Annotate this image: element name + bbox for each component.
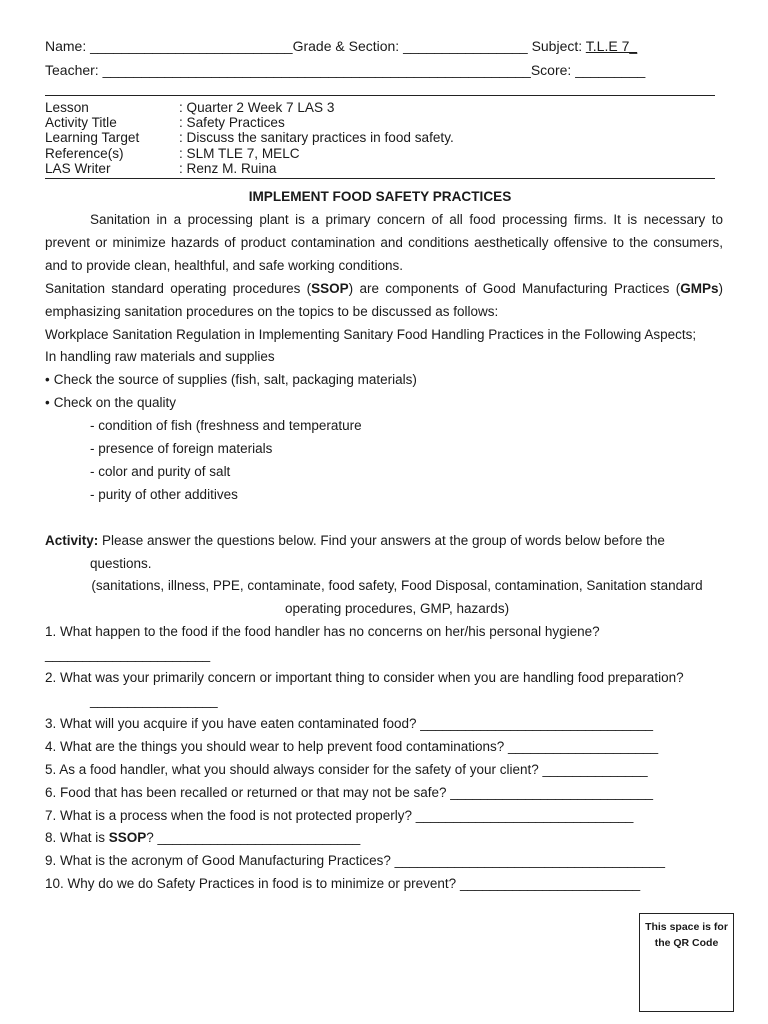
word-bank: (sanitations, illness, PPE, contaminate, food safety, Food Disposal, contamination, Sanitation standard operating procedures, GMP, hazards) <box>91 578 703 617</box>
grade-label: Grade & Section: <box>292 38 400 54</box>
lesson-value: : Safety Practices <box>179 115 285 131</box>
score-label: Score: <box>530 62 572 78</box>
name-blank[interactable]: __________________________ <box>90 38 293 54</box>
gmps-bold: GMPs <box>680 280 719 296</box>
score-blank[interactable]: _________ <box>575 62 646 78</box>
sub-item: - condition of fish (freshness and temperature <box>90 418 362 434</box>
question-8-text: 8. What is <box>45 830 109 846</box>
intro-paragraph: Sanitation in a processing plant is a primary concern of all food processing firms. It is necessary to prevent or minimize hazards of product contamination and conditions aesthetically offensive to the consumers, and to provide clean, healthful, and safe working conditions. <box>45 212 723 273</box>
lesson-key: LAS Writer <box>45 160 111 176</box>
spacer <box>45 507 723 530</box>
ssop-bold: SSOP <box>311 280 349 296</box>
name-label: Name: <box>45 38 87 54</box>
lesson-key: Reference(s) <box>45 145 124 161</box>
ssop-text: ) are components of Good Manufacturing Practices ( <box>348 280 681 296</box>
question-8 <box>45 827 723 850</box>
lesson-row <box>45 146 454 161</box>
lesson-row <box>45 161 454 176</box>
lesson-row <box>45 100 454 115</box>
subject-label: Subject: <box>531 38 583 54</box>
grade-blank[interactable]: ________________ <box>403 38 528 54</box>
lesson-key: Learning Target <box>45 130 140 146</box>
question-10: 10. Why do we do Safety Practices in food is to minimize or prevent? ________________________ <box>45 876 641 892</box>
lesson-value: : Renz M. Ruina <box>179 160 277 176</box>
lesson-value: : SLM TLE 7, MELC <box>179 145 300 161</box>
ssop-paragraph <box>45 278 723 324</box>
subject-value: T.L.E 7_ <box>585 38 638 54</box>
question-6: 6. Food that has been recalled or returned or that may not be safe? ___________________________ <box>45 784 653 800</box>
lesson-info <box>45 100 454 176</box>
lesson-row <box>45 115 454 130</box>
workplace-paragraph: Workplace Sanitation Regulation in Implementing Sanitary Food Handling Practices in the Following Aspects; <box>45 326 697 342</box>
activity-instructions <box>45 530 723 576</box>
activity-label: Activity: <box>45 532 99 548</box>
header-row-2 <box>45 62 645 78</box>
question-1: 1. What happen to the food if the food handler has no concerns on her/his personal hygiene? <box>45 624 600 640</box>
lesson-key: Activity Title <box>45 115 117 131</box>
divider-top <box>45 95 715 96</box>
bullet-item: • Check on the quality <box>45 392 723 415</box>
sub-item: - presence of foreign materials <box>90 441 273 457</box>
document-title: IMPLEMENT FOOD SAFETY PRACTICES <box>248 189 512 204</box>
teacher-label: Teacher: <box>45 62 99 78</box>
question-9: 9. What is the acronym of Good Manufacturing Practices? ____________________________________ <box>45 853 665 869</box>
ssop-text: ) emphasizing sanitation procedures on the topics to be discussed as follows: <box>45 280 723 319</box>
handling-heading: In handling raw materials and supplies <box>45 349 275 365</box>
question-3: 3. What will you acquire if you have eaten contaminated food? _______________________________ <box>45 715 653 731</box>
answer-blank-1[interactable]: ______________________ <box>45 647 211 663</box>
question-7: 7. What is a process when the food is not protected properly? _____________________________ <box>45 807 634 823</box>
header-row-1 <box>45 38 637 54</box>
question-8-blank[interactable]: ? ___________________________ <box>146 830 361 846</box>
sub-item: - color and purity of salt <box>90 463 231 479</box>
question-5: 5. As a food handler, what you should always consider for the safety of your client? ______________ <box>45 761 648 777</box>
lesson-row <box>45 130 454 145</box>
divider-bottom <box>45 178 715 179</box>
teacher-blank[interactable]: _______________________________________________________ <box>102 62 531 78</box>
activity-text: Please answer the questions below. Find your answers at the group of words below before the questions. <box>90 532 665 571</box>
bullet-item: • Check the source of supplies (fish, salt, packaging materials) <box>45 369 723 392</box>
sub-item: - purity of other additives <box>90 486 238 502</box>
document-body <box>45 209 723 896</box>
question-2: 2. What was your primarily concern or important thing to consider when you are handling food preparation? _________________ <box>45 670 684 709</box>
question-8-ssop: SSOP <box>108 830 147 846</box>
ssop-text: Sanitation standard operating procedures ( <box>45 280 312 296</box>
lesson-key: Lesson <box>45 100 89 115</box>
lesson-value: : Quarter 2 Week 7 LAS 3 <box>179 100 335 115</box>
qr-code-placeholder: This space is for the QR Code <box>639 913 734 1012</box>
question-4: 4. What are the things you should wear to help prevent food contaminations? ____________________ <box>45 738 659 754</box>
lesson-value: : Discuss the sanitary practices in food safety. <box>179 130 454 146</box>
